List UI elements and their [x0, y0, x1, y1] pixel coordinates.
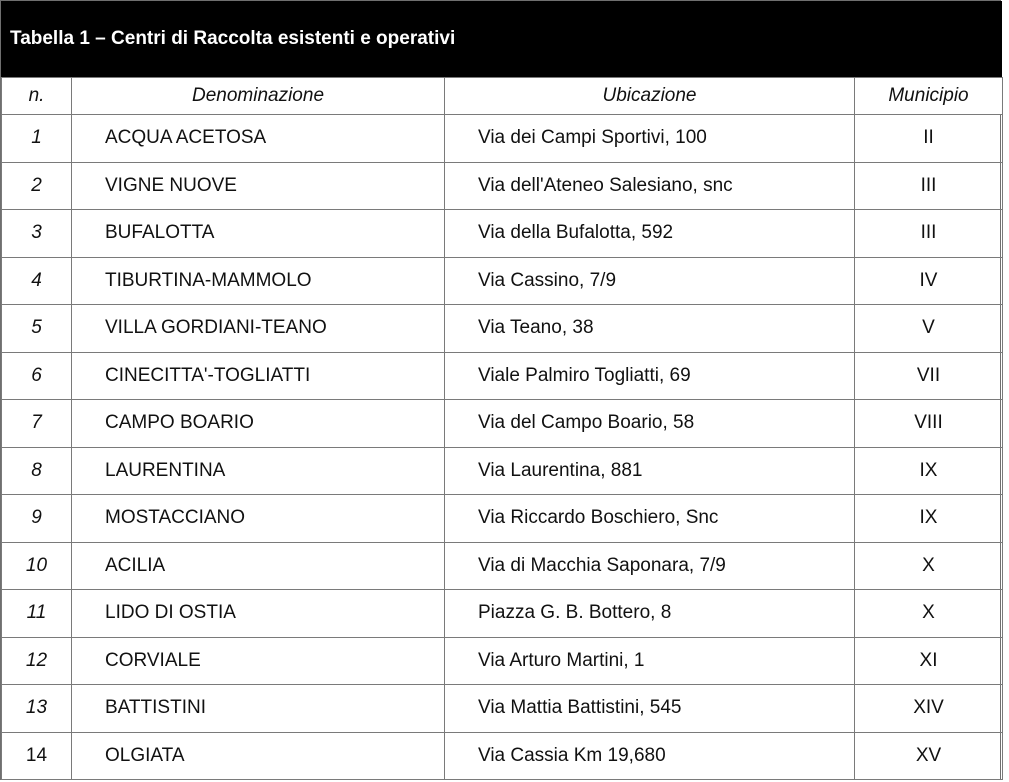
cell-n: 2	[2, 162, 72, 210]
cell-municipio: IV	[855, 257, 1003, 305]
table-row	[2, 685, 1003, 733]
cell-n: 6	[2, 352, 72, 400]
cell-municipio: III	[855, 210, 1003, 258]
header-n: n.	[2, 78, 72, 115]
table-title: Tabella 1 – Centri di Raccolta esistenti e operativi	[10, 28, 456, 49]
cell-ubicazione: Via di Macchia Saponara, 7/9	[445, 542, 855, 590]
table-row	[2, 352, 1003, 400]
cell-ubicazione: Piazza G. B. Bottero, 8	[445, 590, 855, 638]
cell-denominazione: VIGNE NUOVE	[72, 162, 445, 210]
cell-denominazione: BATTISTINI	[72, 685, 445, 733]
cell-denominazione: ACQUA ACETOSA	[72, 115, 445, 163]
cell-n: 13	[2, 685, 72, 733]
cell-n: 12	[2, 637, 72, 685]
cell-ubicazione: Via Cassia Km 19,680	[445, 732, 855, 780]
collection-centers-table	[1, 77, 1003, 780]
cell-municipio: III	[855, 162, 1003, 210]
cell-ubicazione: Viale Palmiro Togliatti, 69	[445, 352, 855, 400]
cell-denominazione: LIDO DI OSTIA	[72, 590, 445, 638]
cell-denominazione: OLGIATA	[72, 732, 445, 780]
cell-municipio: XV	[855, 732, 1003, 780]
table-row	[2, 162, 1003, 210]
cell-denominazione: LAURENTINA	[72, 447, 445, 495]
cell-municipio: XI	[855, 637, 1003, 685]
cell-municipio: II	[855, 115, 1003, 163]
cell-n: 14	[2, 732, 72, 780]
cell-n: 4	[2, 257, 72, 305]
cell-n: 5	[2, 305, 72, 353]
table-row	[2, 305, 1003, 353]
table-row	[2, 447, 1003, 495]
cell-n: 8	[2, 447, 72, 495]
cell-denominazione: CORVIALE	[72, 637, 445, 685]
cell-ubicazione: Via del Campo Boario, 58	[445, 400, 855, 448]
cell-n: 3	[2, 210, 72, 258]
header-ubicazione: Ubicazione	[445, 78, 855, 115]
cell-n: 1	[2, 115, 72, 163]
cell-denominazione: CINECITTA'-TOGLIATTI	[72, 352, 445, 400]
cell-municipio: X	[855, 590, 1003, 638]
table-row	[2, 637, 1003, 685]
table-title-bar	[1, 1, 1002, 77]
table-row	[2, 732, 1003, 780]
cell-municipio: VII	[855, 352, 1003, 400]
cell-ubicazione: Via della Bufalotta, 592	[445, 210, 855, 258]
header-municipio: Municipio	[855, 78, 1003, 115]
table-body	[2, 115, 1003, 780]
cell-municipio: V	[855, 305, 1003, 353]
cell-denominazione: ACILIA	[72, 542, 445, 590]
cell-municipio: X	[855, 542, 1003, 590]
cell-n: 9	[2, 495, 72, 543]
table-row	[2, 115, 1003, 163]
cell-denominazione: MOSTACCIANO	[72, 495, 445, 543]
cell-municipio: XIV	[855, 685, 1003, 733]
cell-denominazione: TIBURTINA-MAMMOLO	[72, 257, 445, 305]
cell-ubicazione: Via Arturo Martini, 1	[445, 637, 855, 685]
table-row	[2, 590, 1003, 638]
cell-ubicazione: Via Mattia Battistini, 545	[445, 685, 855, 733]
table-row	[2, 400, 1003, 448]
cell-n: 10	[2, 542, 72, 590]
table-row	[2, 495, 1003, 543]
cell-ubicazione: Via Cassino, 7/9	[445, 257, 855, 305]
header-denominazione: Denominazione	[72, 78, 445, 115]
cell-ubicazione: Via Riccardo Boschiero, Snc	[445, 495, 855, 543]
cell-n: 11	[2, 590, 72, 638]
table-header-row	[2, 78, 1003, 115]
cell-municipio: VIII	[855, 400, 1003, 448]
cell-ubicazione: Via Laurentina, 881	[445, 447, 855, 495]
cell-municipio: IX	[855, 447, 1003, 495]
cell-n: 7	[2, 400, 72, 448]
cell-denominazione: VILLA GORDIANI-TEANO	[72, 305, 445, 353]
cell-ubicazione: Via dei Campi Sportivi, 100	[445, 115, 855, 163]
table-row	[2, 257, 1003, 305]
cell-ubicazione: Via dell'Ateneo Salesiano, snc	[445, 162, 855, 210]
cell-municipio: IX	[855, 495, 1003, 543]
cell-denominazione: CAMPO BOARIO	[72, 400, 445, 448]
cell-ubicazione: Via Teano, 38	[445, 305, 855, 353]
table-row	[2, 542, 1003, 590]
table-row	[2, 210, 1003, 258]
cell-denominazione: BUFALOTTA	[72, 210, 445, 258]
